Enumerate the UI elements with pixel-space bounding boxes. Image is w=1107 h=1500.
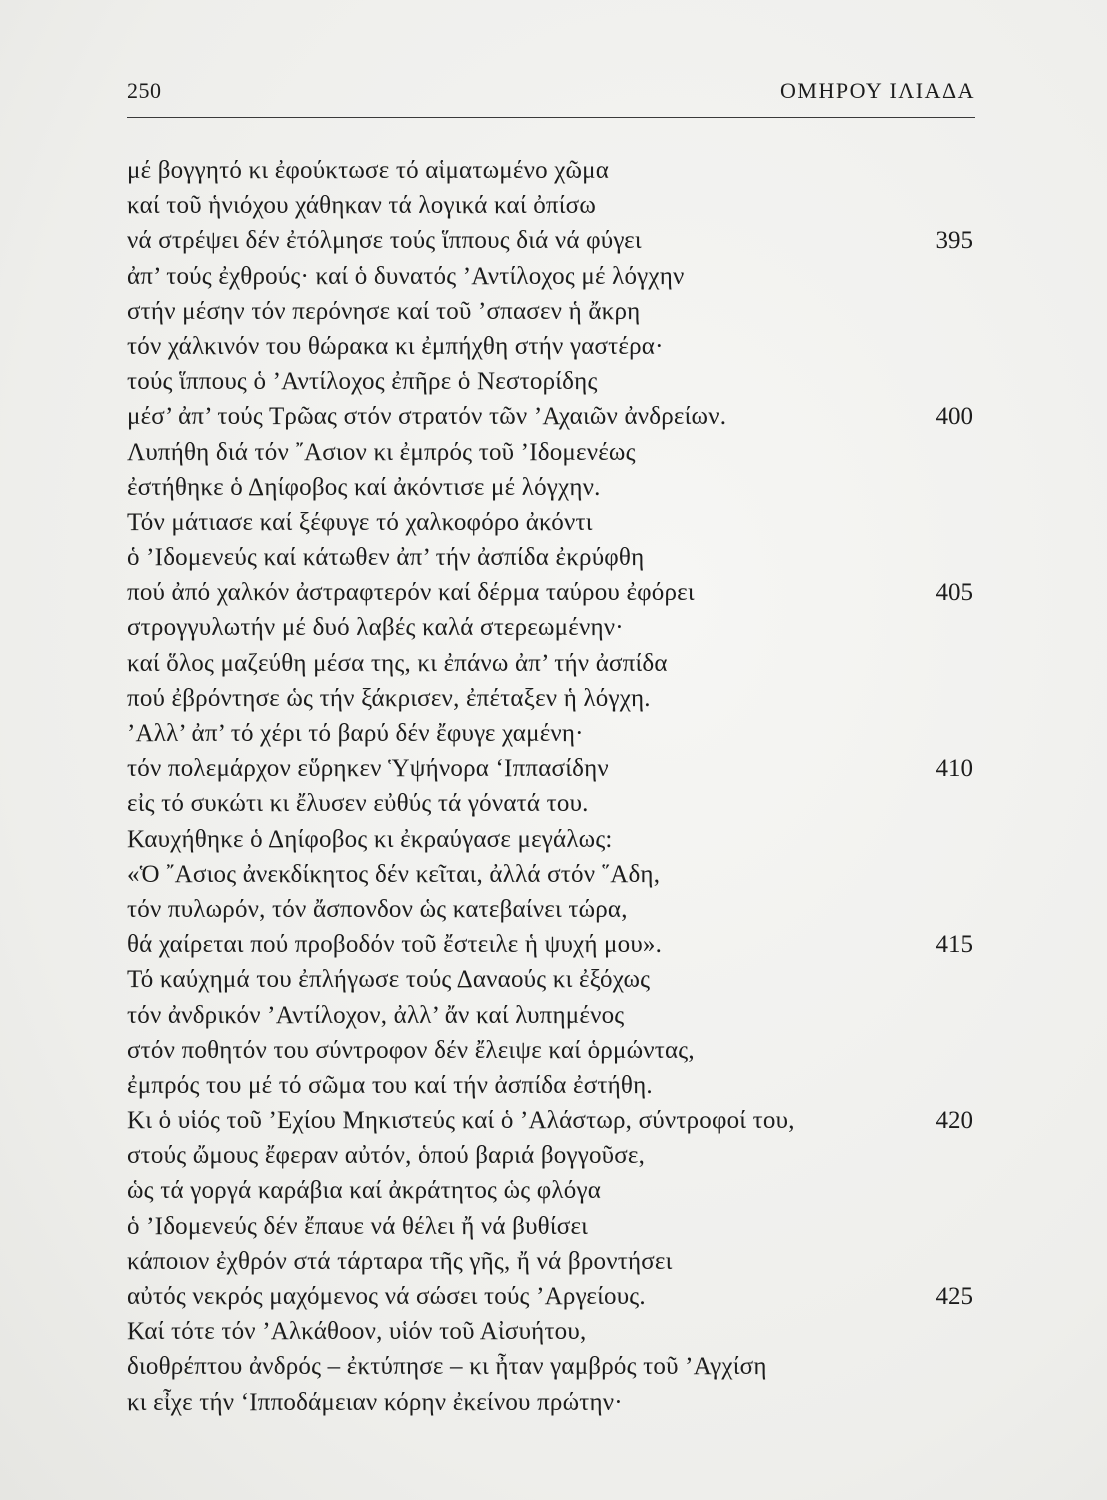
verse-line [127,681,975,716]
verse-line [127,540,975,575]
verse-line [127,329,975,364]
verse-text: μέ βογγητό κι ἐφούκτωσε τό αἱματωμένο χῶμα [127,157,610,184]
verse-text: εἰς τό συκώτι κι ἔλυσεν εὐθύς τά γόνατά του. [127,790,589,818]
verse-text: διοθρέπτου ἀνδρός – ἐκτύπησε – κι ἦταν γαμβρός τοῦ ’Αγχίση [127,1353,767,1381]
verse-line [127,822,975,857]
verse-line [127,892,975,927]
verse-line [127,751,975,786]
verse-text: νά στρέψει δέν ἐτόλμησε τούς ἵππους διά νά φύγει [127,227,642,255]
verse-line [127,857,975,892]
verse-text: θά χαίρεται πού προβοδόν τοῦ ἔστειλε ἡ ψυχή μου». [127,931,663,959]
running-title: ΟΜΗΡΟΥ ΙΛΙΑΔΑ [780,78,975,103]
verse-line [127,1103,975,1138]
verse-text: ὁ ’Ιδομενεύς δέν ἔπαυε νά θέλει ἤ νά βυθίσει [127,1212,589,1240]
verse-line [127,435,975,470]
verse-line [127,610,975,645]
verse-line [127,1385,975,1420]
verse-line [127,998,975,1033]
verse-line [127,786,975,821]
verse-line [127,716,975,751]
verse-text: τούς ἵππους ὁ ’Αντίλοχος ἐπῆρε ὁ Νεστορίδης [127,368,598,396]
verse-line [127,927,975,962]
verse-line [127,188,975,223]
line-number: 415 [935,931,973,959]
verse-text: καί τοῦ ἡνιόχου χάθηκαν τά λογικά καί ὀπίσω [127,192,596,220]
verse-line [127,153,975,188]
page-number: 250 [127,78,162,103]
verse-line [127,259,975,294]
verse-line [127,1244,975,1279]
verse-line [127,1033,975,1068]
verse-text: ἐστήθηκε ὁ Δηίφοβος καί ἀκόντισε μέ λόγχην. [127,473,601,501]
verse-line [127,575,975,610]
verse-line [127,1349,975,1384]
line-number: 395 [935,227,973,255]
poem-body [127,153,975,1420]
verse-text: Κι ὁ υἱός τοῦ ’Εχίου Μηκιστεύς καί ὁ ’Αλάστωρ, σύντροφοί του, [127,1107,795,1135]
verse-line [127,505,975,540]
line-number: 405 [935,579,973,607]
verse-text: μέσ’ ἀπ’ τούς Τρῶας στόν στρατόν τῶν ’Αχαιῶν ἀνδρείων. [127,403,727,431]
verse-text: στούς ὤμους ἔφεραν αὐτόν, ὁπού βαριά βογγοῦσε, [127,1142,646,1170]
verse-text: «Ὁ ῎Ασιος ἀνεκδίκητος δέν κεῖται, ἀλλά στόν ῞Αδη, [127,860,661,888]
verse-line [127,1173,975,1208]
verse-text: ὡς τά γοργά καράβια καί ἀκράτητος ὡς φλόγα [127,1177,602,1205]
verse-text: καί ὅλος μαζεύθη μέσα της, κι ἐπάνω ἀπ’ τήν ἀσπίδα [127,649,668,677]
verse-text: αὐτός νεκρός μαχόμενος νά σώσει τούς ’Αργείους. [127,1283,646,1310]
verse-text: τόν χάλκινόν του θώρακα κι ἐμπήχθη στήν γαστέρα· [127,332,664,360]
verse-text: πού ἀπό χαλκόν ἀστραφτερόν καί δέρμα ταύρου ἐφόρει [127,579,695,607]
verse-text: ’Αλλ’ ἀπ’ τό χέρι τό βαρύ δέν ἔφυγε χαμένη· [127,720,584,747]
verse-text: ἀπ’ τούς ἐχθρούς· καί ὁ δυνατός ’Αντίλοχος μέ λόγχην [127,262,685,290]
verse-line [127,470,975,505]
verse-line [127,1138,975,1173]
line-number: 410 [935,755,973,783]
verse-line [127,399,975,434]
verse-text: κάποιον ἐχθρόν στά τάρταρα τῆς γῆς, ἤ νά βροντήσει [127,1247,673,1275]
verse-line [127,1314,975,1349]
verse-text: Τόν μάτιασε καί ξέφυγε τό χαλκοφόρο ἀκόντι [127,508,593,536]
verse-text: στόν ποθητόν του σύντροφον δέν ἔλειψε καί ὁρμώντας, [127,1036,695,1064]
verse-text: Καί τότε τόν ’Αλκάθοον, υἱόν τοῦ Αἰσυήτου, [127,1318,587,1346]
verse-text: τόν πυλωρόν, τόν ἄσπονδον ὡς κατεβαίνει τώρα, [127,895,628,923]
verse-text: στρογγυλωτήν μέ δυό λαβές καλά στερεωμένην· [127,614,624,642]
line-number: 425 [935,1283,973,1310]
line-number: 420 [935,1107,973,1135]
verse-line [127,294,975,329]
verse-text: τόν ἀνδρικόν ’Αντίλοχον, ἀλλ’ ἄν καί λυπημένος [127,1001,625,1029]
header-divider [127,117,975,118]
verse-text: ὁ ’Ιδομενεύς καί κάτωθεν ἀπ’ τήν ἀσπίδα ἐκρύφθη [127,544,645,572]
verse-text: Καυχήθηκε ὁ Δηίφοβος κι ἐκραύγασε μεγάλως: [127,825,613,853]
verse-text: κι εἶχε τήν ‘Ιπποδάμειαν κόρην ἐκείνου πρώτην· [127,1388,623,1416]
verse-text: Τό καύχημά του ἐπλήγωσε τούς Δαναούς κι ἐξόχως [127,966,651,994]
page-header [127,78,975,118]
verse-line [127,1068,975,1103]
verse-line [127,1209,975,1244]
verse-text: τόν πολεμάρχον εὕρηκεν Ὑψήνορα ‘Ιππασίδην [127,755,609,783]
verse-line [127,962,975,997]
verse-line [127,223,975,258]
verse-text: Λυπήθη διά τόν ῎Ασιον κι ἐμπρός τοῦ ’Ιδομενέως [127,438,636,466]
verse-text: πού ἐβρόντησε ὡς τήν ξάκρισεν, ἐπέταξεν ἡ λόγχη. [127,684,651,712]
verse-text: ἐμπρός του μέ τό σῶμα του καί τήν ἀσπίδα ἐστήθη. [127,1071,653,1099]
verse-line [127,1279,975,1314]
verse-line [127,646,975,681]
verse-line [127,364,975,399]
verse-text: στήν μέσην τόν περόνησε καί τοῦ ’σπασεν ἡ ἄκρη [127,297,641,325]
line-number: 400 [935,403,973,431]
